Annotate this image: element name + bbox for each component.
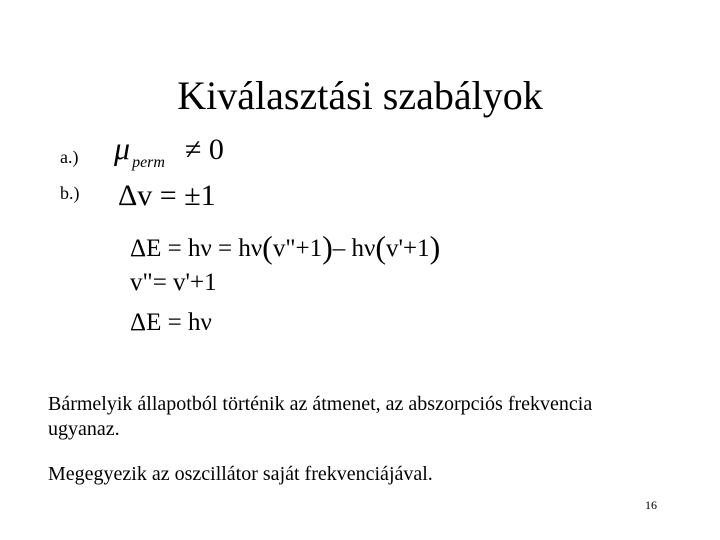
open-paren-2: ( <box>375 229 386 265</box>
paragraph-2: Megegyezik az oszcillátor saját frekvenciájával. <box>48 463 433 485</box>
mu-symbol: μ <box>114 130 131 166</box>
perm-subscript: perm <box>132 154 165 171</box>
page-number: 16 <box>645 498 657 512</box>
slide-title: Kiválasztási szabályok <box>177 73 543 118</box>
derivation-line-3: ΔE = hν <box>130 309 212 336</box>
close-paren-2: ) <box>429 229 441 265</box>
line1-start: ΔE = hν = hν <box>130 235 263 262</box>
rule-b-label: b.) <box>60 183 80 203</box>
line1-middle: – hν <box>332 235 376 262</box>
derivation-line-2: v"= v'+1 <box>130 269 217 296</box>
paragraph-1: Bármelyik állapotból történik az átmenet, az abszorpciós frekvencia ugyanaz. <box>48 393 593 440</box>
not-equal-zero: ≠ 0 <box>184 133 224 166</box>
close-paren-1: ) <box>322 229 333 265</box>
derivation-line-1 <box>130 228 440 266</box>
rule-b-equation: Δv = ±1 <box>118 179 216 212</box>
line1-paren1-content: v"+1 <box>272 235 323 262</box>
open-paren-1: ( <box>262 229 273 265</box>
line1-paren2-content: v'+1 <box>386 235 430 262</box>
rule-a-label: a.) <box>60 147 79 167</box>
rule-a-equation <box>114 128 224 175</box>
